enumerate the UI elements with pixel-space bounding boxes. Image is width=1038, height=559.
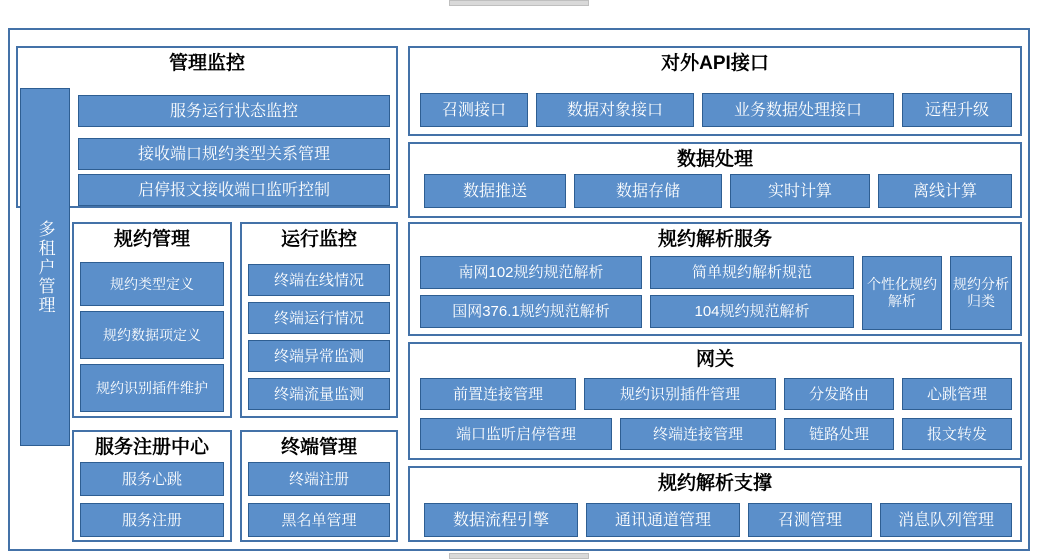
node-service-run-status-monitor[interactable]: 服务运行状态监控 <box>78 95 390 127</box>
node-message-forwarding[interactable]: 报文转发 <box>902 418 1012 450</box>
node-protocol-plugin-management[interactable]: 规约识别插件管理 <box>584 378 776 410</box>
node-data-storage[interactable]: 数据存储 <box>574 174 722 208</box>
node-port-protocol-type-relation[interactable]: 接收端口规约类型关系管理 <box>78 138 390 170</box>
group-external-api-title: 对外API接口 <box>661 53 769 74</box>
group-protocol-management-title: 规约管理 <box>113 229 190 250</box>
group-gateway-title: 网关 <box>695 349 734 370</box>
node-service-register[interactable]: 服务注册 <box>80 503 224 537</box>
node-port-listen-start-stop-management[interactable]: 端口监听启停管理 <box>420 418 612 450</box>
node-simple-protocol-parsing-spec[interactable]: 简单规约解析规范 <box>650 256 854 289</box>
node-heartbeat-management[interactable]: 心跳管理 <box>902 378 1012 410</box>
node-data-flow-engine[interactable]: 数据流程引擎 <box>424 503 578 537</box>
top-connector-stub <box>449 0 589 6</box>
node-telemetry-management[interactable]: 召测管理 <box>748 503 872 537</box>
node-blacklist-management[interactable]: 黑名单管理 <box>248 503 390 537</box>
node-csg-102-protocol-parsing[interactable]: 南网102规约规范解析 <box>420 256 642 289</box>
group-protocol-parsing-support-title: 规约解析支撑 <box>657 473 772 494</box>
group-terminal-management-title: 终端管理 <box>280 437 357 458</box>
node-api-data-object-interface[interactable]: 数据对象接口 <box>536 93 694 127</box>
node-start-stop-port-listen[interactable]: 启停报文接收端口监听控制 <box>78 174 390 206</box>
node-protocol-analysis-classification[interactable]: 规约分析归类 <box>950 256 1012 330</box>
group-service-registry-title: 服务注册中心 <box>94 437 209 458</box>
node-terminal-run-status[interactable]: 终端运行情况 <box>248 302 390 334</box>
node-message-queue-management[interactable]: 消息队列管理 <box>880 503 1012 537</box>
node-api-telemetry-interface[interactable]: 召测接口 <box>420 93 528 127</box>
group-run-monitor-title: 运行监控 <box>280 229 357 250</box>
bottom-connector-stub <box>449 553 589 559</box>
node-front-connection-management[interactable]: 前置连接管理 <box>420 378 576 410</box>
node-terminal-exception-monitor[interactable]: 终端异常监测 <box>248 340 390 372</box>
group-data-processing-title: 数据处理 <box>676 149 753 170</box>
group-manage-monitor-title: 管理监控 <box>168 53 245 74</box>
node-communication-channel-management[interactable]: 通讯通道管理 <box>586 503 740 537</box>
node-terminal-register[interactable]: 终端注册 <box>248 462 390 496</box>
node-sg-376-1-protocol-parsing[interactable]: 国网376.1规约规范解析 <box>420 295 642 328</box>
node-protocol-data-item-definition[interactable]: 规约数据项定义 <box>80 311 224 359</box>
node-protocol-plugin-maintenance[interactable]: 规约识别插件维护 <box>80 364 224 412</box>
node-api-business-data-interface[interactable]: 业务数据处理接口 <box>702 93 894 127</box>
node-terminal-traffic-monitor[interactable]: 终端流量监测 <box>248 378 390 410</box>
node-terminal-online-status[interactable]: 终端在线情况 <box>248 264 390 296</box>
node-multi-tenant-management[interactable]: 多租户管理 <box>20 88 70 446</box>
node-api-remote-upgrade[interactable]: 远程升级 <box>902 93 1012 127</box>
node-personalized-protocol-parsing[interactable]: 个性化规约解析 <box>862 256 942 330</box>
node-data-push[interactable]: 数据推送 <box>424 174 566 208</box>
node-dispatch-routing[interactable]: 分发路由 <box>784 378 894 410</box>
node-104-protocol-parsing[interactable]: 104规约规范解析 <box>650 295 854 328</box>
node-realtime-computing[interactable]: 实时计算 <box>730 174 870 208</box>
node-protocol-type-definition[interactable]: 规约类型定义 <box>80 262 224 306</box>
node-offline-computing[interactable]: 离线计算 <box>878 174 1012 208</box>
node-link-processing[interactable]: 链路处理 <box>784 418 894 450</box>
group-protocol-parsing-service-title: 规约解析服务 <box>657 229 772 250</box>
node-service-heartbeat[interactable]: 服务心跳 <box>80 462 224 496</box>
node-terminal-connection-management[interactable]: 终端连接管理 <box>620 418 776 450</box>
